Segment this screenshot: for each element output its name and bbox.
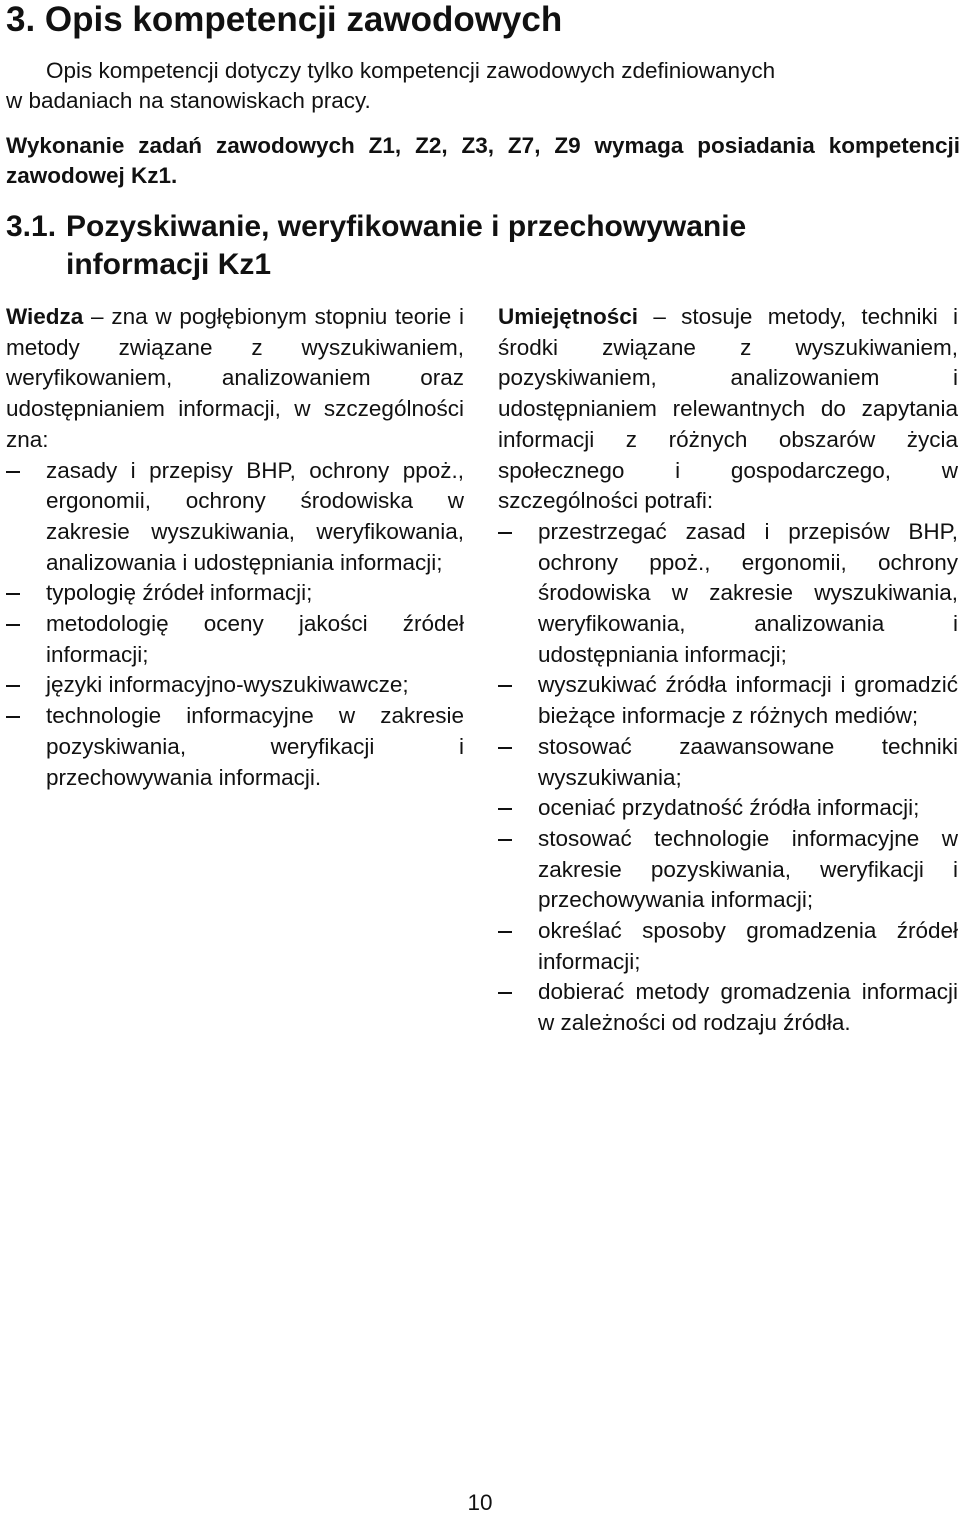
knowledge-intro-text: – zna w pogłębionym stopniu teorie i metody związane z wyszukiwaniem, weryfikowaniem, analizowaniem oraz udostępnianiem informacji, w szczególności zna:: [6, 304, 464, 452]
knowledge-column: [6, 302, 464, 793]
dash-bullet-icon: [498, 839, 512, 841]
intro-line-2: w badaniach na stanowiskach pracy.: [6, 88, 371, 113]
dash-bullet-icon: [498, 992, 512, 994]
list-item-text: określać sposoby gromadzenia źródeł informacji;: [538, 918, 958, 974]
list-item: [6, 609, 464, 670]
intro-line-1: Opis kompetencji dotyczy tylko kompetencji zawodowych zdefiniowanych: [46, 58, 776, 83]
dash-bullet-icon: [498, 931, 512, 933]
section-title-line-1: Pozyskiwanie, weryfikowanie i przechowywanie: [66, 210, 747, 243]
intro-paragraph: [6, 56, 960, 116]
dash-bullet-icon: [6, 716, 20, 718]
knowledge-lead: Wiedza: [6, 304, 84, 329]
dash-bullet-icon: [498, 808, 512, 810]
list-item-text: typologię źródeł informacji;: [46, 580, 313, 606]
list-item: [498, 732, 958, 793]
list-item-text: wyszukiwać źródła informacji i gromadzić bieżące informacje z różnych mediów;: [538, 672, 958, 729]
skills-intro-text: – stosuje metody, techniki i środki związane z wyszukiwaniem, pozyskiwaniem, analizowaniem i udostępnianiem relewantnych do zapytania informacji z różnych obszarów życia społecznego i gospodarczego, w szczególności potrafi:: [498, 304, 958, 514]
list-item: [6, 456, 464, 579]
skills-column: [498, 302, 958, 1039]
list-item-text: przestrzegać zasad i przepisów BHP, ochrony ppoż., ergonomii, ochrony środowiska w zakresie wyszukiwania, weryfikowania, analizowania i udostępniania informacji;: [538, 518, 958, 667]
list-item: [6, 578, 464, 609]
dash-bullet-icon: [498, 685, 512, 687]
dash-bullet-icon: [498, 747, 512, 749]
list-item: [6, 701, 464, 793]
list-item-text: stosować zaawansowane techniki wyszukiwania;: [538, 733, 958, 790]
list-item: [498, 916, 958, 977]
section-title-line-2: informacji Kz1: [66, 248, 272, 281]
dash-bullet-icon: [6, 685, 20, 687]
page-number: 10: [467, 1490, 493, 1515]
chapter-title: 3. Opis kompetencji zawodowych: [6, 0, 563, 39]
list-item: [498, 517, 958, 671]
list-item-text: technologie informacyjne w zakresie pozyskiwania, weryfikacji i przechowywania informacji.: [46, 703, 464, 790]
list-item-text: języki informacyjno-wyszukiwawcze;: [46, 672, 409, 698]
list-item-text: zasady i przepisy BHP, ochrony ppoż., ergonomii, ochrony środowiska w zakresie wyszukiwania, weryfikowania, analizowania i udostępniania informacji;: [46, 457, 464, 575]
dash-bullet-icon: [6, 593, 20, 595]
list-item: [6, 670, 464, 701]
knowledge-intro: [6, 302, 464, 456]
skills-list: [498, 517, 958, 1039]
list-item: [498, 977, 958, 1038]
section-number: 3.1.: [6, 210, 57, 243]
list-item-text: oceniać przydatność źródła informacji;: [538, 795, 920, 821]
list-item-text: stosować technologie informacyjne w zakresie pozyskiwania, weryfikacji i przechowywania informacji;: [538, 825, 958, 913]
requirement-paragraph: Wykonanie zadań zawodowych Z1, Z2, Z3, Z7, Z9 wymaga posiadania kompetencji zawodowej Kz1.: [6, 133, 960, 188]
list-item-text: metodologię oceny jakości źródeł informacji;: [46, 611, 464, 667]
list-item: [498, 793, 958, 824]
skills-intro: [498, 302, 958, 517]
list-item: [498, 824, 958, 916]
dash-bullet-icon: [6, 624, 20, 626]
list-item-text: dobierać metody gromadzenia informacji w zależności od rodzaju źródła.: [538, 979, 958, 1036]
dash-bullet-icon: [498, 532, 512, 534]
list-item: [498, 670, 958, 731]
section-title: [6, 208, 746, 284]
knowledge-list: [6, 456, 464, 794]
skills-lead: Umiejętności: [498, 304, 639, 329]
dash-bullet-icon: [6, 471, 20, 473]
